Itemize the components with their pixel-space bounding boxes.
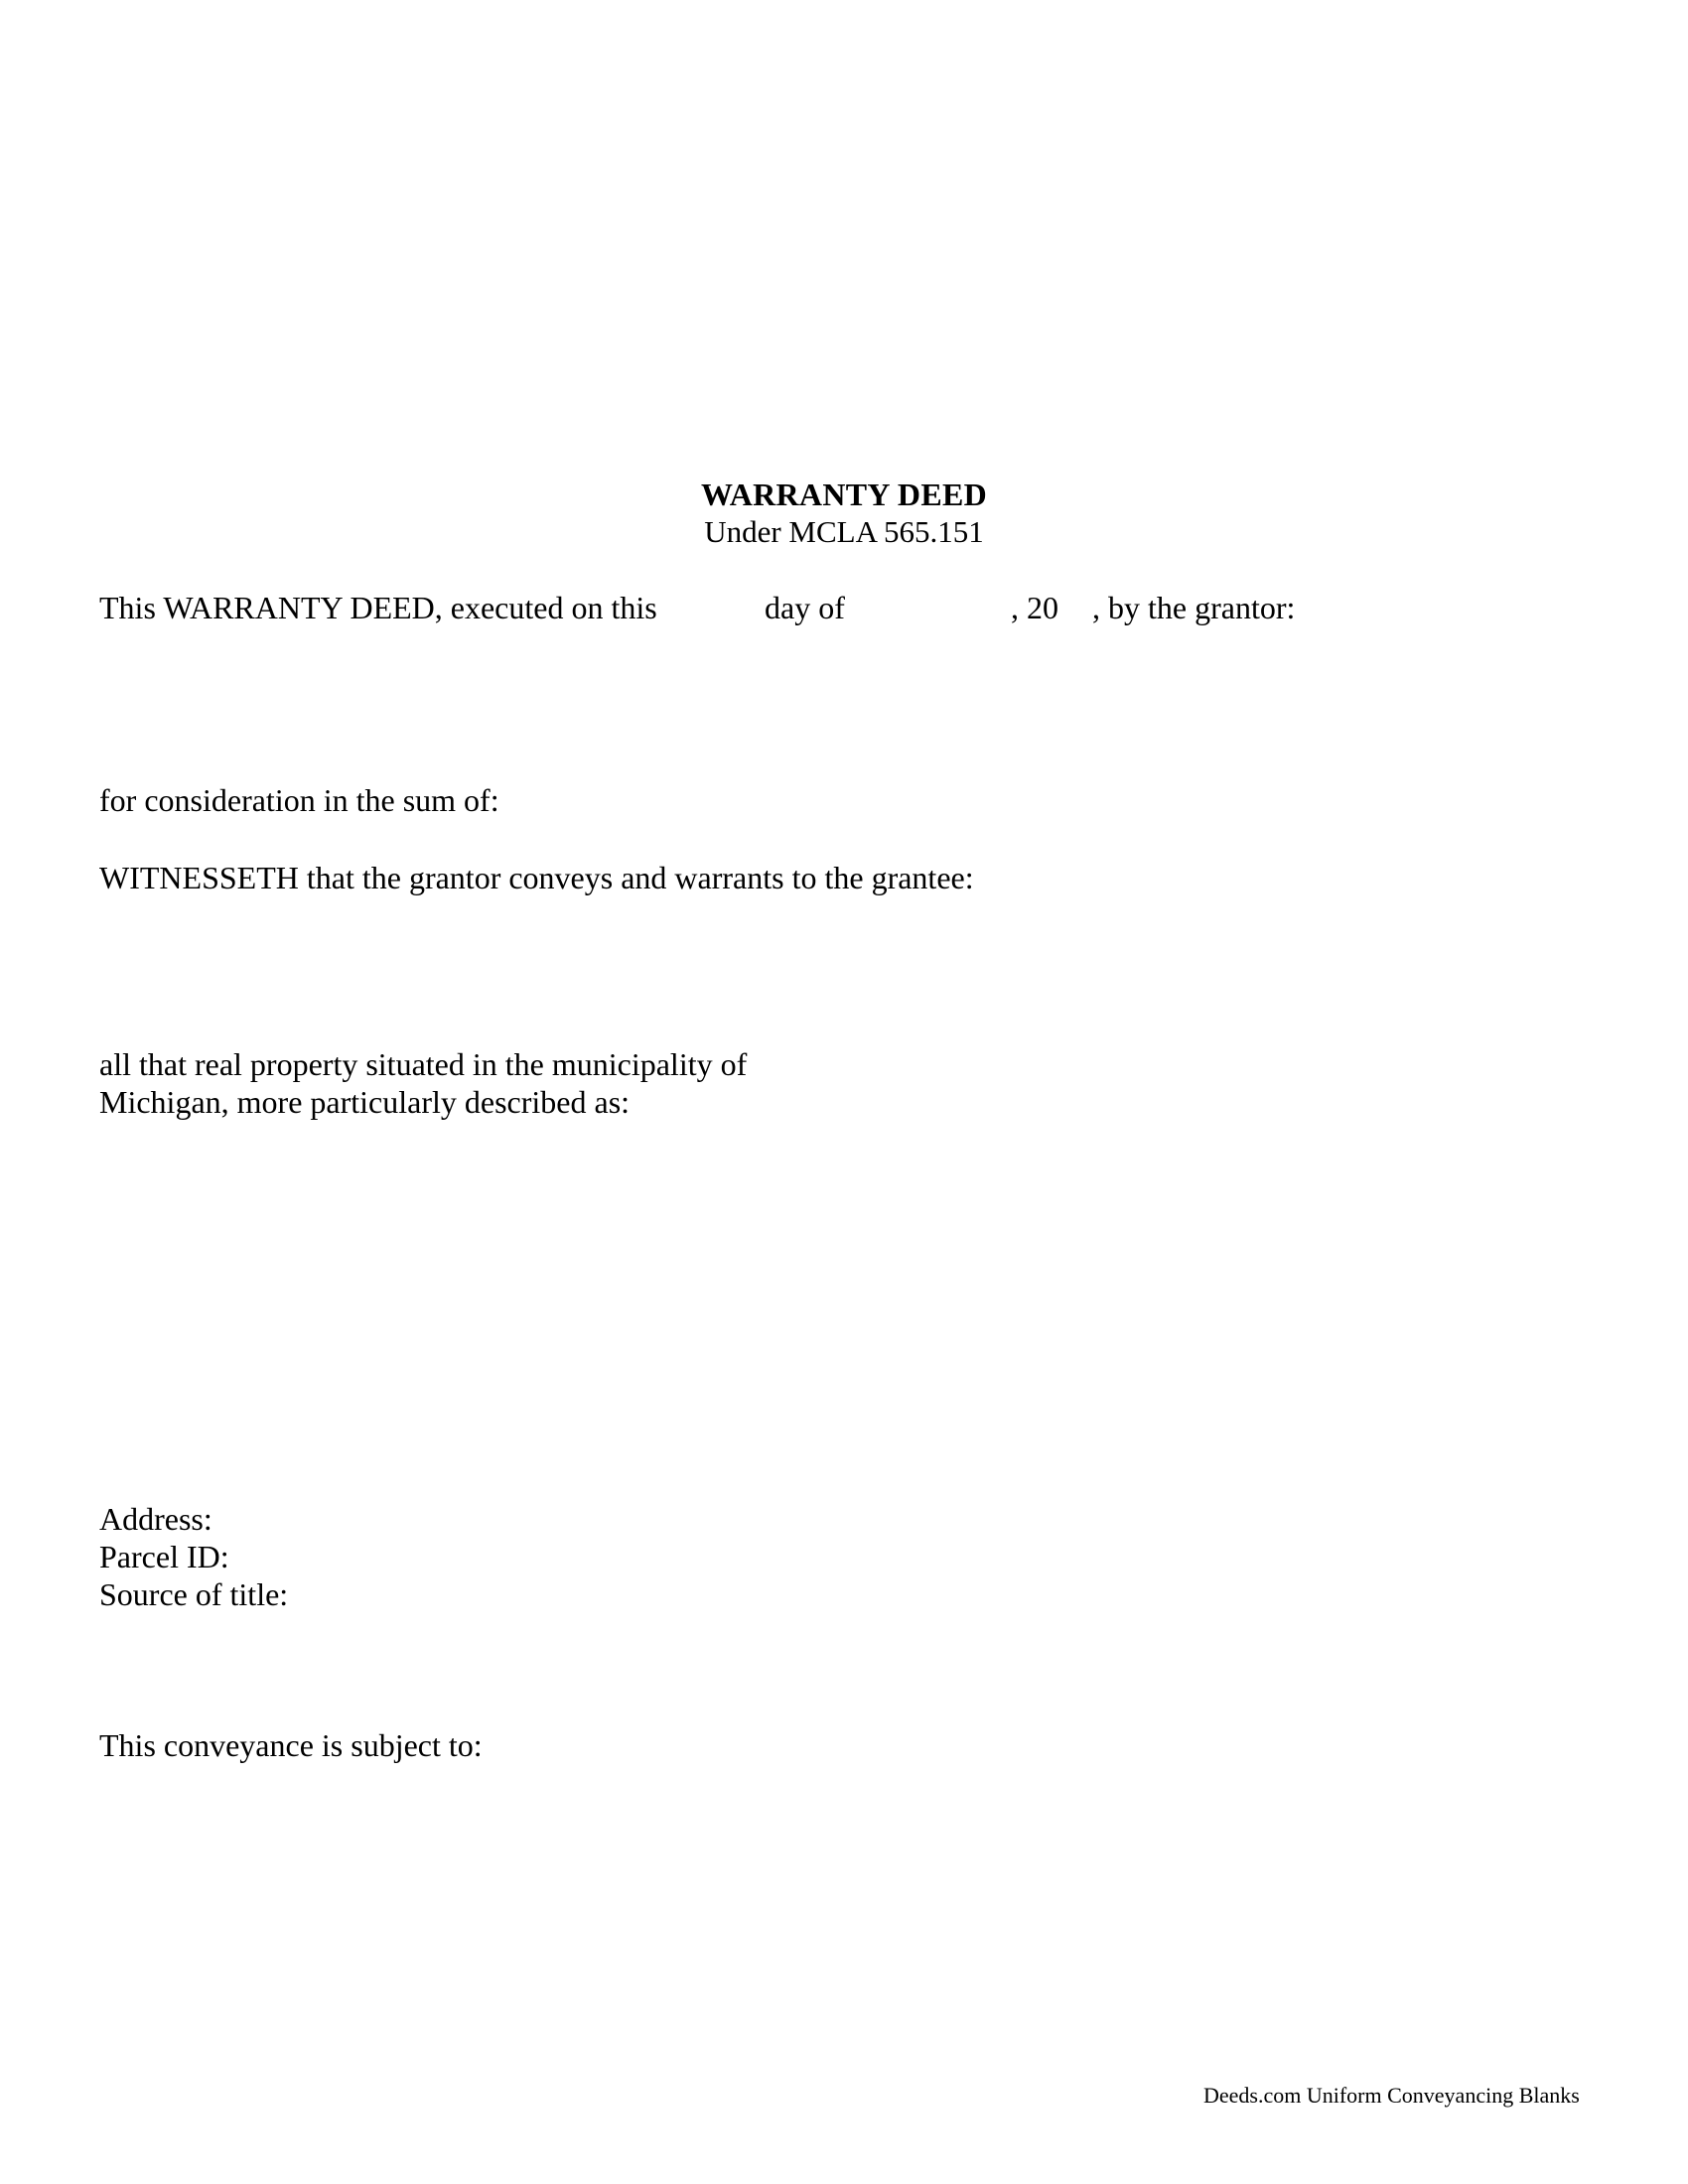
property-line-1: all that real property situated in the municipality of <box>99 1046 748 1082</box>
property-line-2: Michigan, more particularly described as: <box>99 1084 631 1120</box>
subject-to-text: This conveyance is subject to: <box>99 1727 483 1763</box>
witnesseth-text: WITNESSETH that the grantor conveys and warrants to the grantee: <box>99 860 974 895</box>
execution-by-grantor: , by the grantor: <box>1092 590 1296 625</box>
document-subtitle: Under MCLA 565.151 <box>704 514 984 549</box>
document-title: WARRANTY DEED <box>700 477 988 512</box>
source-of-title-label: Source of title: <box>99 1576 289 1612</box>
execution-day-of: day of <box>765 590 845 625</box>
execution-intro: This WARRANTY DEED, executed on this <box>99 590 657 625</box>
parcel-id-label: Parcel ID: <box>99 1539 229 1574</box>
consideration-text: for consideration in the sum of: <box>99 782 499 818</box>
address-label: Address: <box>99 1501 212 1537</box>
footer-text: Deeds.com Uniform Conveyancing Blanks <box>1203 2083 1580 2108</box>
execution-year: , 20 <box>1011 590 1058 625</box>
